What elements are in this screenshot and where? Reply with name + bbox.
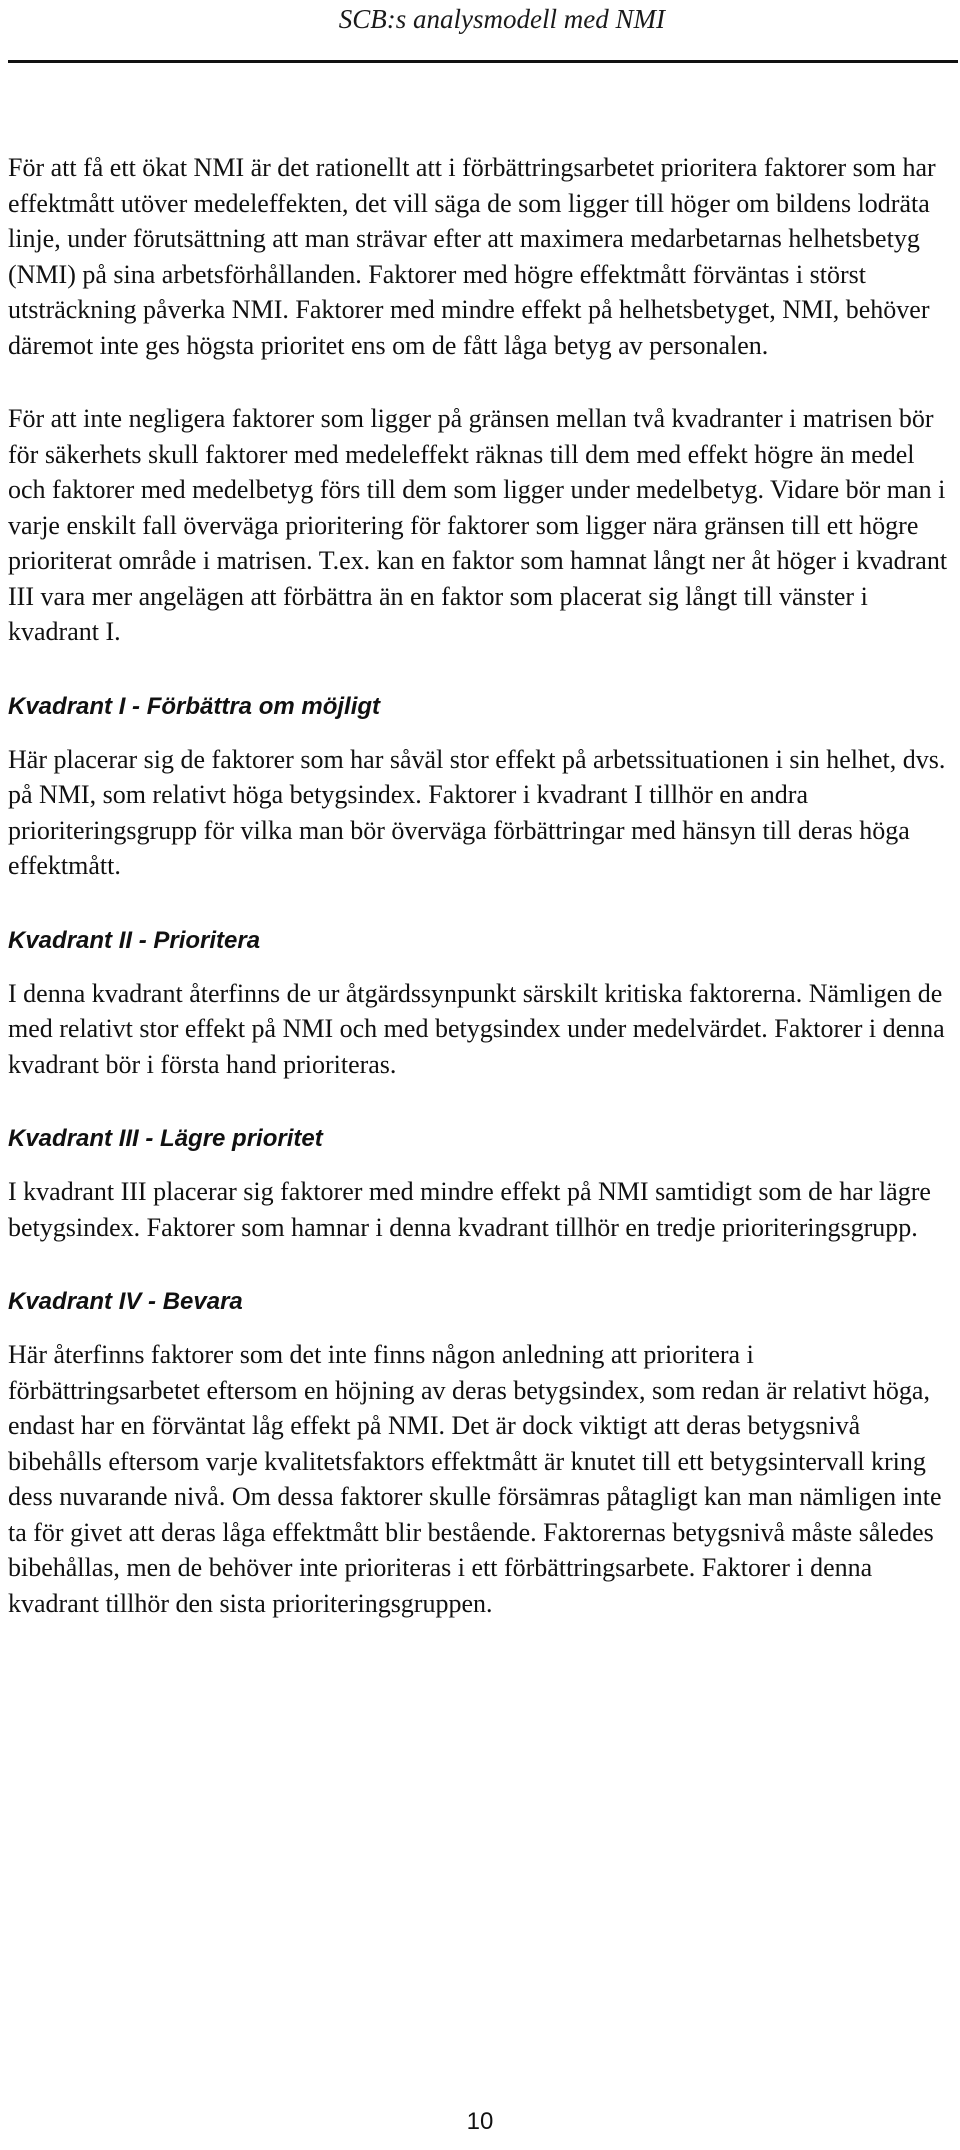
section-heading-kvadrant-4: Kvadrant IV - Bevara	[8, 1288, 243, 1315]
running-header-title: SCB:s analysmodell med NMI	[338, 4, 665, 34]
body-paragraph: För att få ett ökat NMI är det rationellt att i förbättringsarbetet prioritera faktorer som har effektmått utöver medeleffekten, det vill säga de som ligger till höger om bildens lodräta linje, under förutsättning att man strävar efter att maximera medarbetarnas helhetsbetyg (NMI) på sina arbetsförhållanden. Faktorer med högre effektmått förväntas i störst utsträckning påverka NMI. Faktorer med mindre effekt på helhetsbetyget, NMI, behöver däremot inte ges högsta prioritet ens om de fått låga betyg av personalen.	[8, 153, 936, 360]
body-paragraph: För att inte negligera faktorer som ligger på gränsen mellan två kvadranter i matrisen bör för säkerhets skull faktorer med medeleffekt räknas till dem med effekt högre än medel och faktorer med medelbetyg förs till dem som ligger under medelbetyg. Vidare bör man i varje enskilt fall överväga prioritering för faktorer som ligger nära gränsen till ett högre prioriterat område i matrisen. T.ex. kan en faktor som hamnat långt ner åt höger i kvadrant III vara mer angelägen att förbättra än en faktor som placerat sig långt till vänster i kvadrant I.	[8, 404, 948, 646]
section-heading-kvadrant-3: Kvadrant III - Lägre prioritet	[8, 1125, 323, 1152]
page-number: 10	[466, 2108, 494, 2135]
section-body-kvadrant-1: Här placerar sig de faktorer som har såväl stor effekt på arbetssituationen i sin helhet, dvs. på NMI, som relativt höga betygsindex. Faktorer i kvadrant I tillhör en andra prioriteringsgrupp för vilka man bör överväga förbättringar med hänsyn till deras höga effektmått.	[8, 744, 946, 880]
section-body-kvadrant-4: Här återfinns faktorer som det inte finns någon anledning att prioritera i förbättringsarbetet eftersom en höjning av deras betygsindex, som redan är relativt höga, endast har en förväntat låg effekt på NMI. Det är dock viktigt att deras betygsnivå bibehålls eftersom varje kvalitetsfaktors effektmått är knutet till ett betygsintervall kring dess nuvarande nivå. Om dessa faktorer skulle försämras påtagligt kan man nämligen inte ta för givet att deras låga effektmått blir bestående. Faktorernas betygsnivå måste således bibehållas, men de behöver inte prioriteras i ett förbättringsarbete. Faktorer i denna kvadrant tillhör den sista prioriteringsgruppen.	[8, 1340, 942, 1618]
section-heading-kvadrant-1: Kvadrant I - Förbättra om möjligt	[8, 692, 381, 720]
section-heading-kvadrant-2: Kvadrant II - Prioritera	[8, 926, 261, 954]
header-rule	[8, 60, 958, 63]
section-body-kvadrant-3: I kvadrant III placerar sig faktorer med mindre effekt på NMI samtidigt som de har lägre betygsindex. Faktorer som hamnar i denna kvadrant tillhör en tredje prioriteringsgrupp.	[8, 1177, 931, 1242]
document-body	[8, 150, 948, 1663]
section-body-kvadrant-2: I denna kvadrant återfinns de ur åtgärdssynpunkt särskilt kritiska faktorerna. Nämligen de med relativt stor effekt på NMI och med betygsindex under medelvärdet. Faktorer i denna kvadrant bör i första hand prioriteras.	[8, 978, 945, 1079]
